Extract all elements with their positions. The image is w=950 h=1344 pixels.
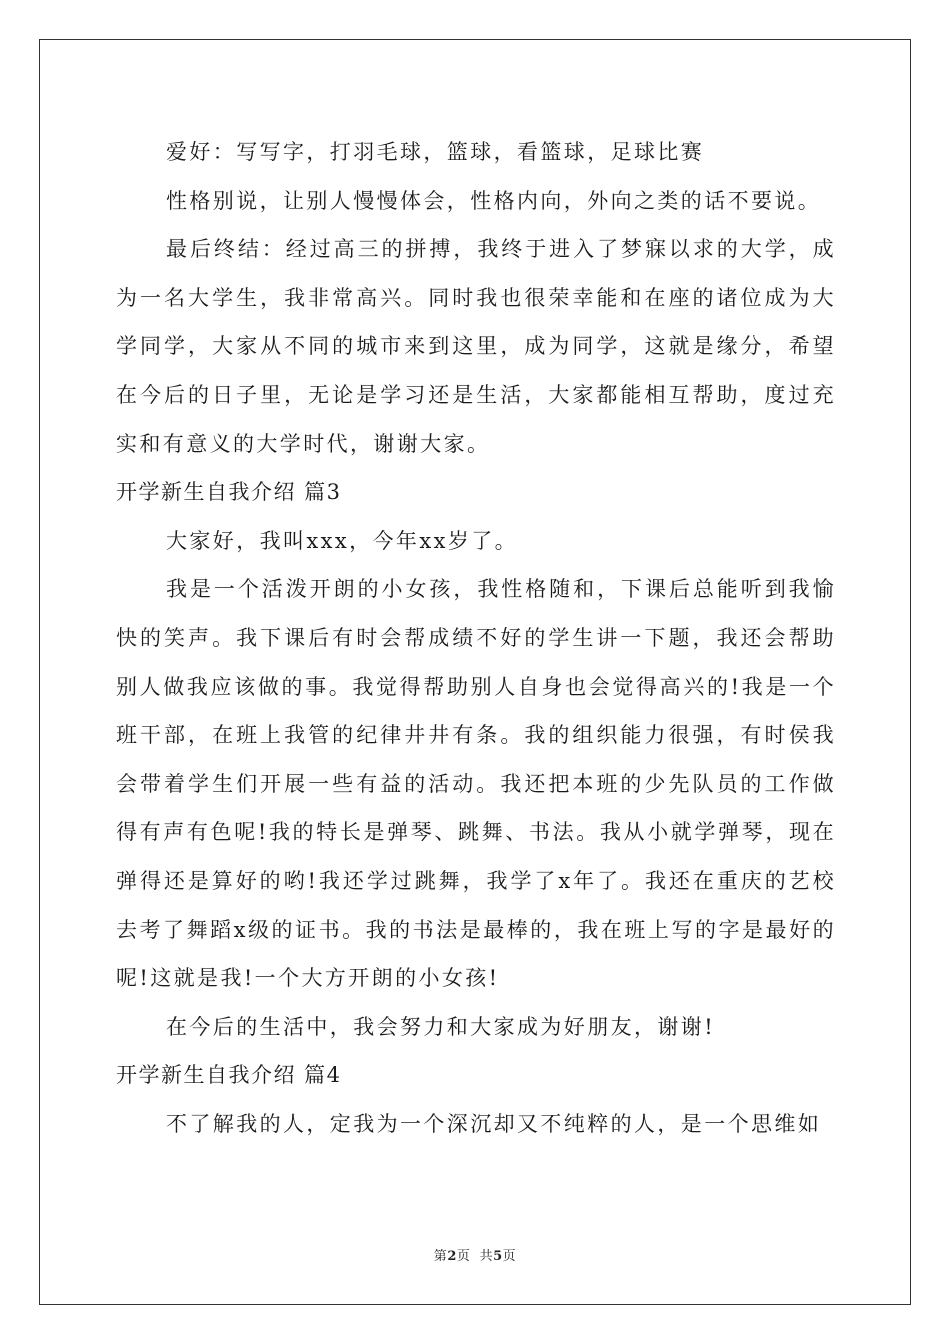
document-body	[116, 128, 836, 1148]
current-page-number: 2	[447, 1249, 457, 1264]
total-page-number: 5	[493, 1249, 503, 1264]
paragraph-intro-4: 不了解我的人，定我为一个深沉却又不纯粹的人，是一个思维如	[166, 1111, 822, 1136]
paragraph-closing: 在今后的生活中，我会努力和大家成为好朋友，谢谢!	[166, 1014, 716, 1039]
page-footer	[0, 1245, 950, 1264]
section-heading-3: 开学新生自我介绍 篇3	[116, 480, 342, 505]
section-heading-4: 开学新生自我介绍 篇4	[116, 1063, 342, 1088]
paragraph-personality: 性格别说，让别人慢慢体会，性格内向，外向之类的话不要说。	[166, 188, 822, 213]
paragraph-hobbies: 爱好：写写字，打羽毛球，篮球，看篮球，足球比赛	[166, 140, 705, 164]
paragraph-greeting: 大家好，我叫xxx，今年xx岁了。	[166, 528, 519, 553]
footer-mid: 页 共	[456, 1249, 494, 1264]
paragraph-conclusion: 最后终结：经过高三的拼搏，我终于进入了梦寐以求的大学，成为一名大学生，我非常高兴。同时我也很荣幸能和在座的诸位成为大学同学，大家从不同的城市来到这里，成为同学，这就是缘分，希望在今后的日子里，无论是学习还是生活，大家都能相互帮助，度过充实和有意义的大学时代，谢谢大家。	[116, 237, 836, 456]
paragraph-self-description: 我是一个活泼开朗的小女孩，我性格随和，下课后总能听到我愉快的笑声。我下课后有时会帮成绩不好的学生讲一下题，我还会帮助别人做我应该做的事。我觉得帮助别人自身也会觉得高兴的!我是一个班干部，在班上我管的纪律井井有条。我的组织能力很强，有时侯我会带着学生们开展一些有益的活动。我还把本班的少先队员的工作做得有声有色呢!我的特长是弹琴、跳舞、书法。我从小就学弹琴，现在弹得还是算好的哟!我还学过跳舞，我学了x年了。我还在重庆的艺校去考了舞蹈x级的证书。我的书法是最棒的，我在班上写的字是最好的呢!这就是我!一个大方开朗的小女孩!	[116, 577, 836, 991]
footer-suffix: 页	[502, 1249, 517, 1264]
footer-prefix: 第	[433, 1249, 448, 1264]
